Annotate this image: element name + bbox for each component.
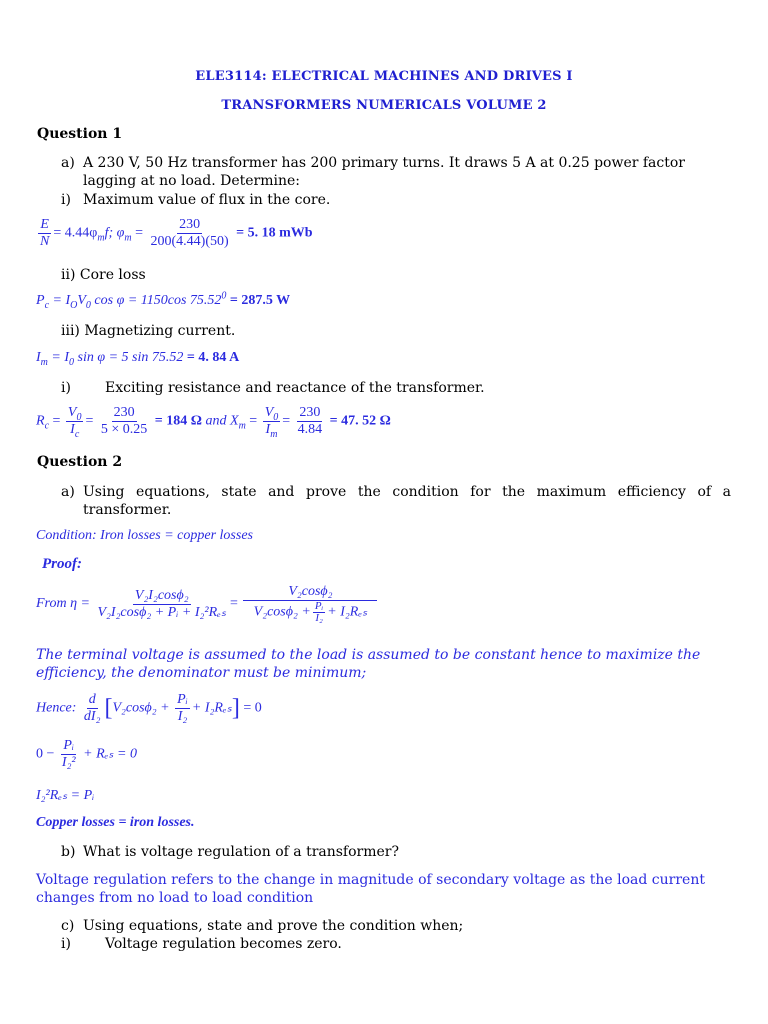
- eq4-f4-den: 4.84: [297, 422, 323, 437]
- eta-f2-den-a: V₂cosϕ₂ +: [253, 604, 311, 620]
- eq3-mid: = I: [47, 350, 70, 365]
- eta-f2-den-b: + I₂Rₑₛ: [327, 604, 368, 620]
- eq4-f1-num-text: V: [67, 405, 77, 420]
- q2-b-label: b): [61, 844, 76, 860]
- eq2-v: V: [77, 293, 86, 308]
- eq4-eq3: =: [245, 413, 258, 429]
- magnetizing-current-equation: [36, 350, 239, 366]
- eta-f2-num: V₂cosϕ₂: [243, 584, 377, 601]
- efficiency-equation: [36, 584, 379, 624]
- eq4-eq2: =: [85, 413, 94, 429]
- q2-ci-label: i): [61, 936, 71, 952]
- eq4-lhs: R: [36, 413, 45, 429]
- eta-f2-den-frac-den: I₂: [315, 612, 323, 624]
- eq4-f3-num-text: V: [264, 405, 274, 420]
- hence-tail: = 0: [243, 700, 262, 716]
- hence-inner-frac-num: Pᵢ: [177, 692, 188, 707]
- hence-d-den: dI₂: [83, 709, 101, 724]
- eq3-lhs: I: [36, 350, 41, 365]
- question-1-heading: Question 1: [37, 126, 123, 142]
- right-bracket: ]: [231, 695, 240, 721]
- zero-lead: 0 −: [36, 746, 55, 762]
- eq4-f3-den-text: I: [265, 422, 271, 437]
- hence-lead: Hence:: [36, 700, 77, 716]
- q2-a-text-line1: Using equations, state and prove the condition for the maximum efficiency of a: [83, 484, 731, 500]
- eq1-mid-sub: m: [97, 232, 105, 244]
- eq2-rest: cos φ = 1150cos 75.52: [90, 293, 222, 308]
- eq3-result: = 4. 84 A: [186, 350, 240, 365]
- q2-ci-text: Voltage regulation becomes zero.: [105, 936, 342, 952]
- eq2-result: = 287.5 W: [226, 293, 291, 308]
- terminal-voltage-line2: efficiency, the denominator must be minimum;: [36, 665, 367, 681]
- eq4-and: and X: [202, 413, 239, 429]
- q1-ii-text: ii) Core loss: [61, 267, 146, 283]
- q1-i-text: Maximum value of flux in the core.: [83, 192, 331, 208]
- i2-res-equation: I₂²Rₑₛ = Pᵢ: [36, 788, 95, 803]
- eq2-v-sub: 0: [85, 299, 91, 311]
- terminal-voltage-line1: The terminal voltage is assumed to the load is assumed to be constant hence to maximize the: [36, 647, 701, 663]
- zero-frac-num: Pᵢ: [63, 738, 75, 753]
- eq4-f3-den: [264, 422, 280, 438]
- q2-c-label: c): [61, 918, 75, 934]
- q1-i2-label: i): [61, 380, 71, 396]
- eta-f1-num: V₂I₂cosϕ₂: [134, 587, 189, 603]
- proof-heading: Proof:: [42, 556, 82, 572]
- hence-inner-b: + I₂Rₑₛ: [191, 700, 232, 716]
- q1-a-label: a): [61, 155, 75, 171]
- q1-a-text-line2: lagging at no load. Determine:: [83, 173, 300, 189]
- core-loss-equation: [36, 290, 291, 311]
- copper-losses-conclusion: Copper losses = iron losses.: [36, 815, 195, 830]
- document-subtitle: TRANSFORMERS NUMERICALS VOLUME 2: [221, 98, 547, 113]
- eq4-f1-den-sub: c: [74, 428, 80, 440]
- q1-i2-text: Exciting resistance and reactance of the transformer.: [105, 380, 485, 396]
- eq4-f3-num-sub: 0: [273, 411, 279, 423]
- eq4-f1-den: [68, 422, 81, 438]
- hence-inner-a: V₂cosϕ₂ +: [112, 700, 170, 716]
- eq2-mid-sub: O: [70, 299, 78, 311]
- q1-i-label: i): [61, 192, 71, 208]
- eq2-lhs-sub: c: [44, 299, 50, 311]
- flux-equation: [36, 217, 313, 250]
- eq2-mid: = I: [49, 293, 71, 308]
- eq4-f3-num: [263, 405, 281, 422]
- eq2-sup: 0: [221, 290, 227, 302]
- resistance-reactance-equation: [36, 405, 391, 438]
- eq4-f2-num: 230: [113, 405, 135, 420]
- eq1-num: 230: [179, 217, 201, 232]
- eq4-x-sub: m: [238, 420, 246, 432]
- eq4-f1-num: [66, 405, 84, 422]
- eq4-f2-den: 5 × 0.25: [100, 422, 148, 437]
- zero-equation: [36, 738, 137, 771]
- eq3-mid-sub: 0: [69, 356, 75, 368]
- q2-b-text: What is voltage regulation of a transformer?: [83, 844, 399, 860]
- eta-f2-den: [252, 601, 370, 624]
- q2-a-text-line2: transformer.: [83, 502, 172, 518]
- voltage-regulation-line1: Voltage regulation refers to the change in magnitude of secondary voltage as the load current: [36, 872, 705, 888]
- question-2-heading: Question 2: [37, 454, 123, 470]
- eta-eq: =: [230, 596, 238, 612]
- q1-iii-text: iii) Magnetizing current.: [61, 323, 236, 339]
- eq2-lhs: P: [36, 293, 45, 308]
- derivative-equation: [36, 692, 262, 725]
- eq3-lhs-sub: m: [40, 356, 48, 368]
- eq4-eq1: =: [49, 413, 61, 429]
- eta-lead: From η =: [36, 596, 90, 612]
- q2-c-text: Using equations, state and prove the condition when;: [83, 918, 464, 934]
- eq4-f1-num-sub: 0: [76, 411, 82, 423]
- hence-inner-frac-den: I₂: [177, 709, 188, 724]
- eta-f1-den: V₂I₂cosϕ₂ + Pᵢ + I₂²Rₑₛ: [97, 604, 227, 620]
- q2-a-label: a): [61, 484, 75, 500]
- eq1-phi-sub: m: [124, 232, 132, 244]
- eq4-res2: = 47. 52 Ω: [329, 413, 391, 429]
- eq1-e: E: [40, 217, 49, 232]
- zero-tail: + Rₑₛ = 0: [83, 746, 137, 762]
- eq3-rest: sin φ = 5 sin 75.52: [74, 350, 187, 365]
- eq1-mid: = 4.44φ: [53, 225, 98, 241]
- eq4-lhs-sub: c: [44, 420, 50, 432]
- voltage-regulation-line2: changes from no load to load condition: [36, 890, 314, 906]
- q1-a-text-line1: A 230 V, 50 Hz transformer has 200 primary turns. It draws 5 A at 0.25 power factor: [83, 155, 685, 171]
- eq1-result: = 5. 18 mWb: [236, 225, 313, 241]
- eta-f2-den-frac-num: Pᵢ: [314, 600, 324, 612]
- eq4-res1: = 184 Ω: [154, 413, 202, 429]
- hence-d-num: d: [88, 692, 96, 707]
- eq1-eq: =: [131, 225, 143, 241]
- eq4-f4-num: 230: [299, 405, 321, 420]
- eq1-n: N: [40, 234, 50, 249]
- eq4-f1-den-text: I: [70, 422, 75, 437]
- course-title: ELE3114: ELECTRICAL MACHINES AND DRIVES I: [195, 69, 573, 84]
- eq1-mid-tail: f; φ: [104, 225, 125, 241]
- eq4-f3-den-sub: m: [270, 428, 278, 440]
- left-bracket: [: [104, 695, 113, 721]
- condition-statement: Condition: Iron losses = copper losses: [36, 528, 253, 543]
- zero-frac-den: I₂²: [61, 755, 76, 770]
- eq4-eq4: =: [282, 413, 291, 429]
- eq1-den: 200(4.44)(50): [150, 234, 229, 249]
